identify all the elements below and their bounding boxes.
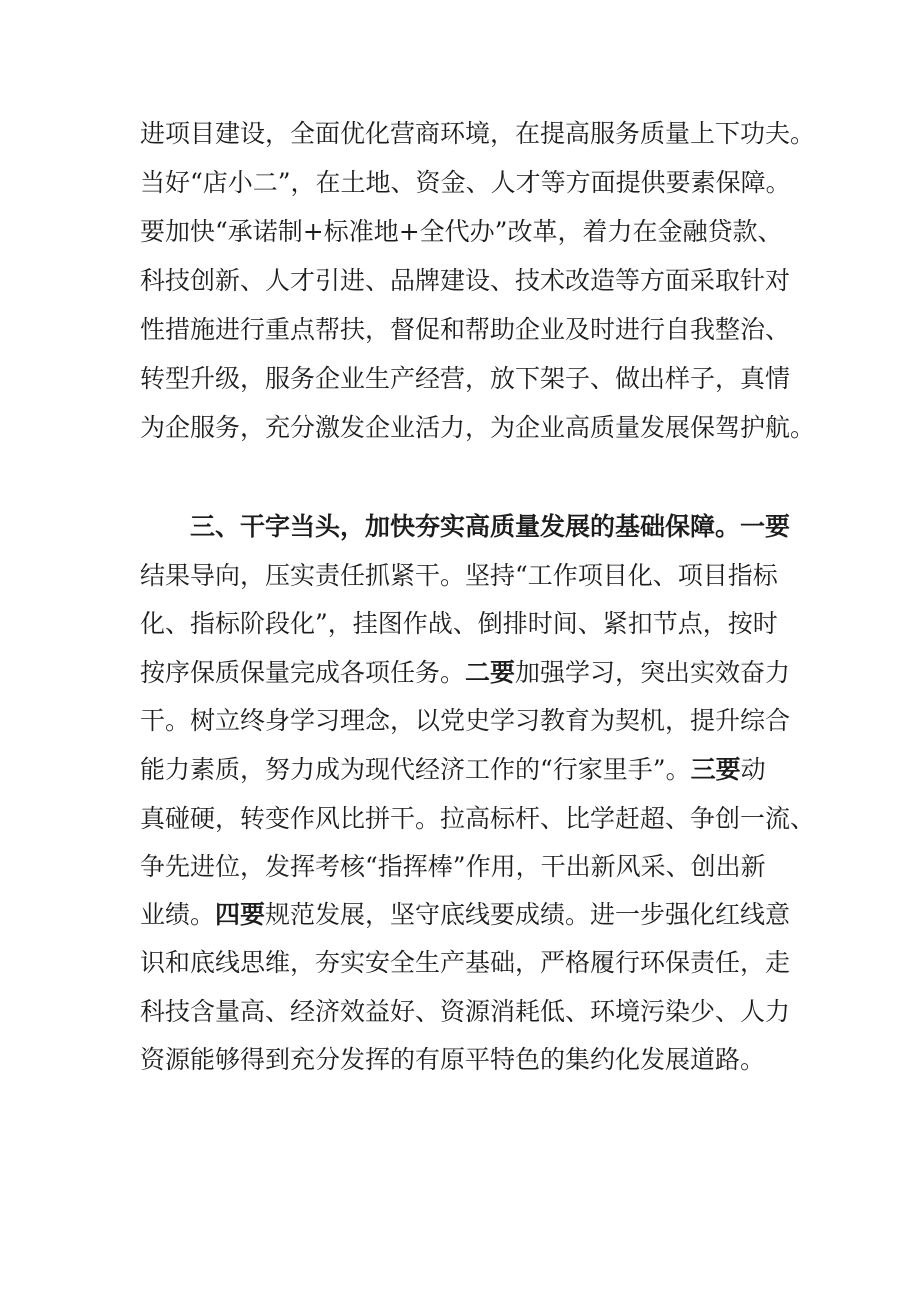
paragraph-line bbox=[140, 891, 790, 939]
paragraph-line: 科技创新、人才引进、品牌建设、技术改造等方面采取针对 bbox=[140, 266, 791, 295]
paragraph-line: 资源能够得到充分发挥的有原平特色的集约化发展道路。 bbox=[140, 1045, 766, 1074]
paragraph-line: 转型升级，服务企业生产经营，放下架子、做出样子，真情 bbox=[140, 364, 791, 393]
paragraph-line: 进项目建设，全面优化营商环境，在提高服务质量上下功夫。 bbox=[140, 119, 816, 148]
paragraph-line: 争先进位，发挥考核“指挥棒”作用，干出新风采、创出新 bbox=[140, 852, 766, 881]
paragraph-line: 化、指标阶段化”，挂图作战、倒排时间、紧扣节点，按时 bbox=[140, 609, 778, 638]
paragraph-line: 为企服务，充分激发企业活力，为企业高质量发展保驾护航。 bbox=[140, 413, 816, 442]
paragraph-line: 结果导向，压实责任抓紧干。坚持“工作项目化、项目指标 bbox=[140, 561, 778, 590]
paragraph-line bbox=[140, 746, 766, 794]
paragraph-line: 当好“店小二”，在土地、资金、人才等方面提供要素保障。 bbox=[140, 168, 791, 197]
line-text: 按序保质保量完成各项任务。 bbox=[140, 658, 466, 687]
line-text: 能力素质，努力成为现代经济工作的“行家里手”。 bbox=[140, 755, 691, 784]
line-text: 规范发展，坚守底线要成绩。进一步强化红线意 bbox=[265, 900, 791, 929]
bold-keyword: 三要 bbox=[690, 755, 741, 784]
paragraph-line: 识和底线思维，夯实安全生产基础，严格履行环保责任，走 bbox=[140, 948, 791, 977]
bold-keyword: 四要 bbox=[215, 900, 266, 929]
line-text: 业绩。 bbox=[140, 900, 216, 929]
line-text: 动 bbox=[740, 755, 766, 784]
paragraph-line: 干。树立终身学习理念，以党史学习教育为契机，提升综合 bbox=[140, 706, 791, 735]
bold-keyword: 二要 bbox=[465, 658, 516, 687]
paragraph-line: 科技含量高、经济效益好、资源消耗低、环境污染少、人力 bbox=[140, 997, 791, 1026]
paragraph-line: 要加快“承诺制+标准地+全代办”改革，着力在金融贷款、 bbox=[140, 217, 783, 246]
section-heading: 三、干字当头，加快夯实高质量发展的基础保障。一要 bbox=[190, 512, 791, 541]
line-text: 加强学习，突出实效奋力 bbox=[515, 658, 791, 687]
paragraph-line bbox=[140, 649, 790, 697]
paragraph-line: 真碰硬，转变作风比拼干。拉高标杆、比学赶超、争创一流、 bbox=[140, 804, 816, 833]
paragraph-line: 性措施进行重点帮扶，督促和帮助企业及时进行自我整治、 bbox=[140, 315, 791, 344]
